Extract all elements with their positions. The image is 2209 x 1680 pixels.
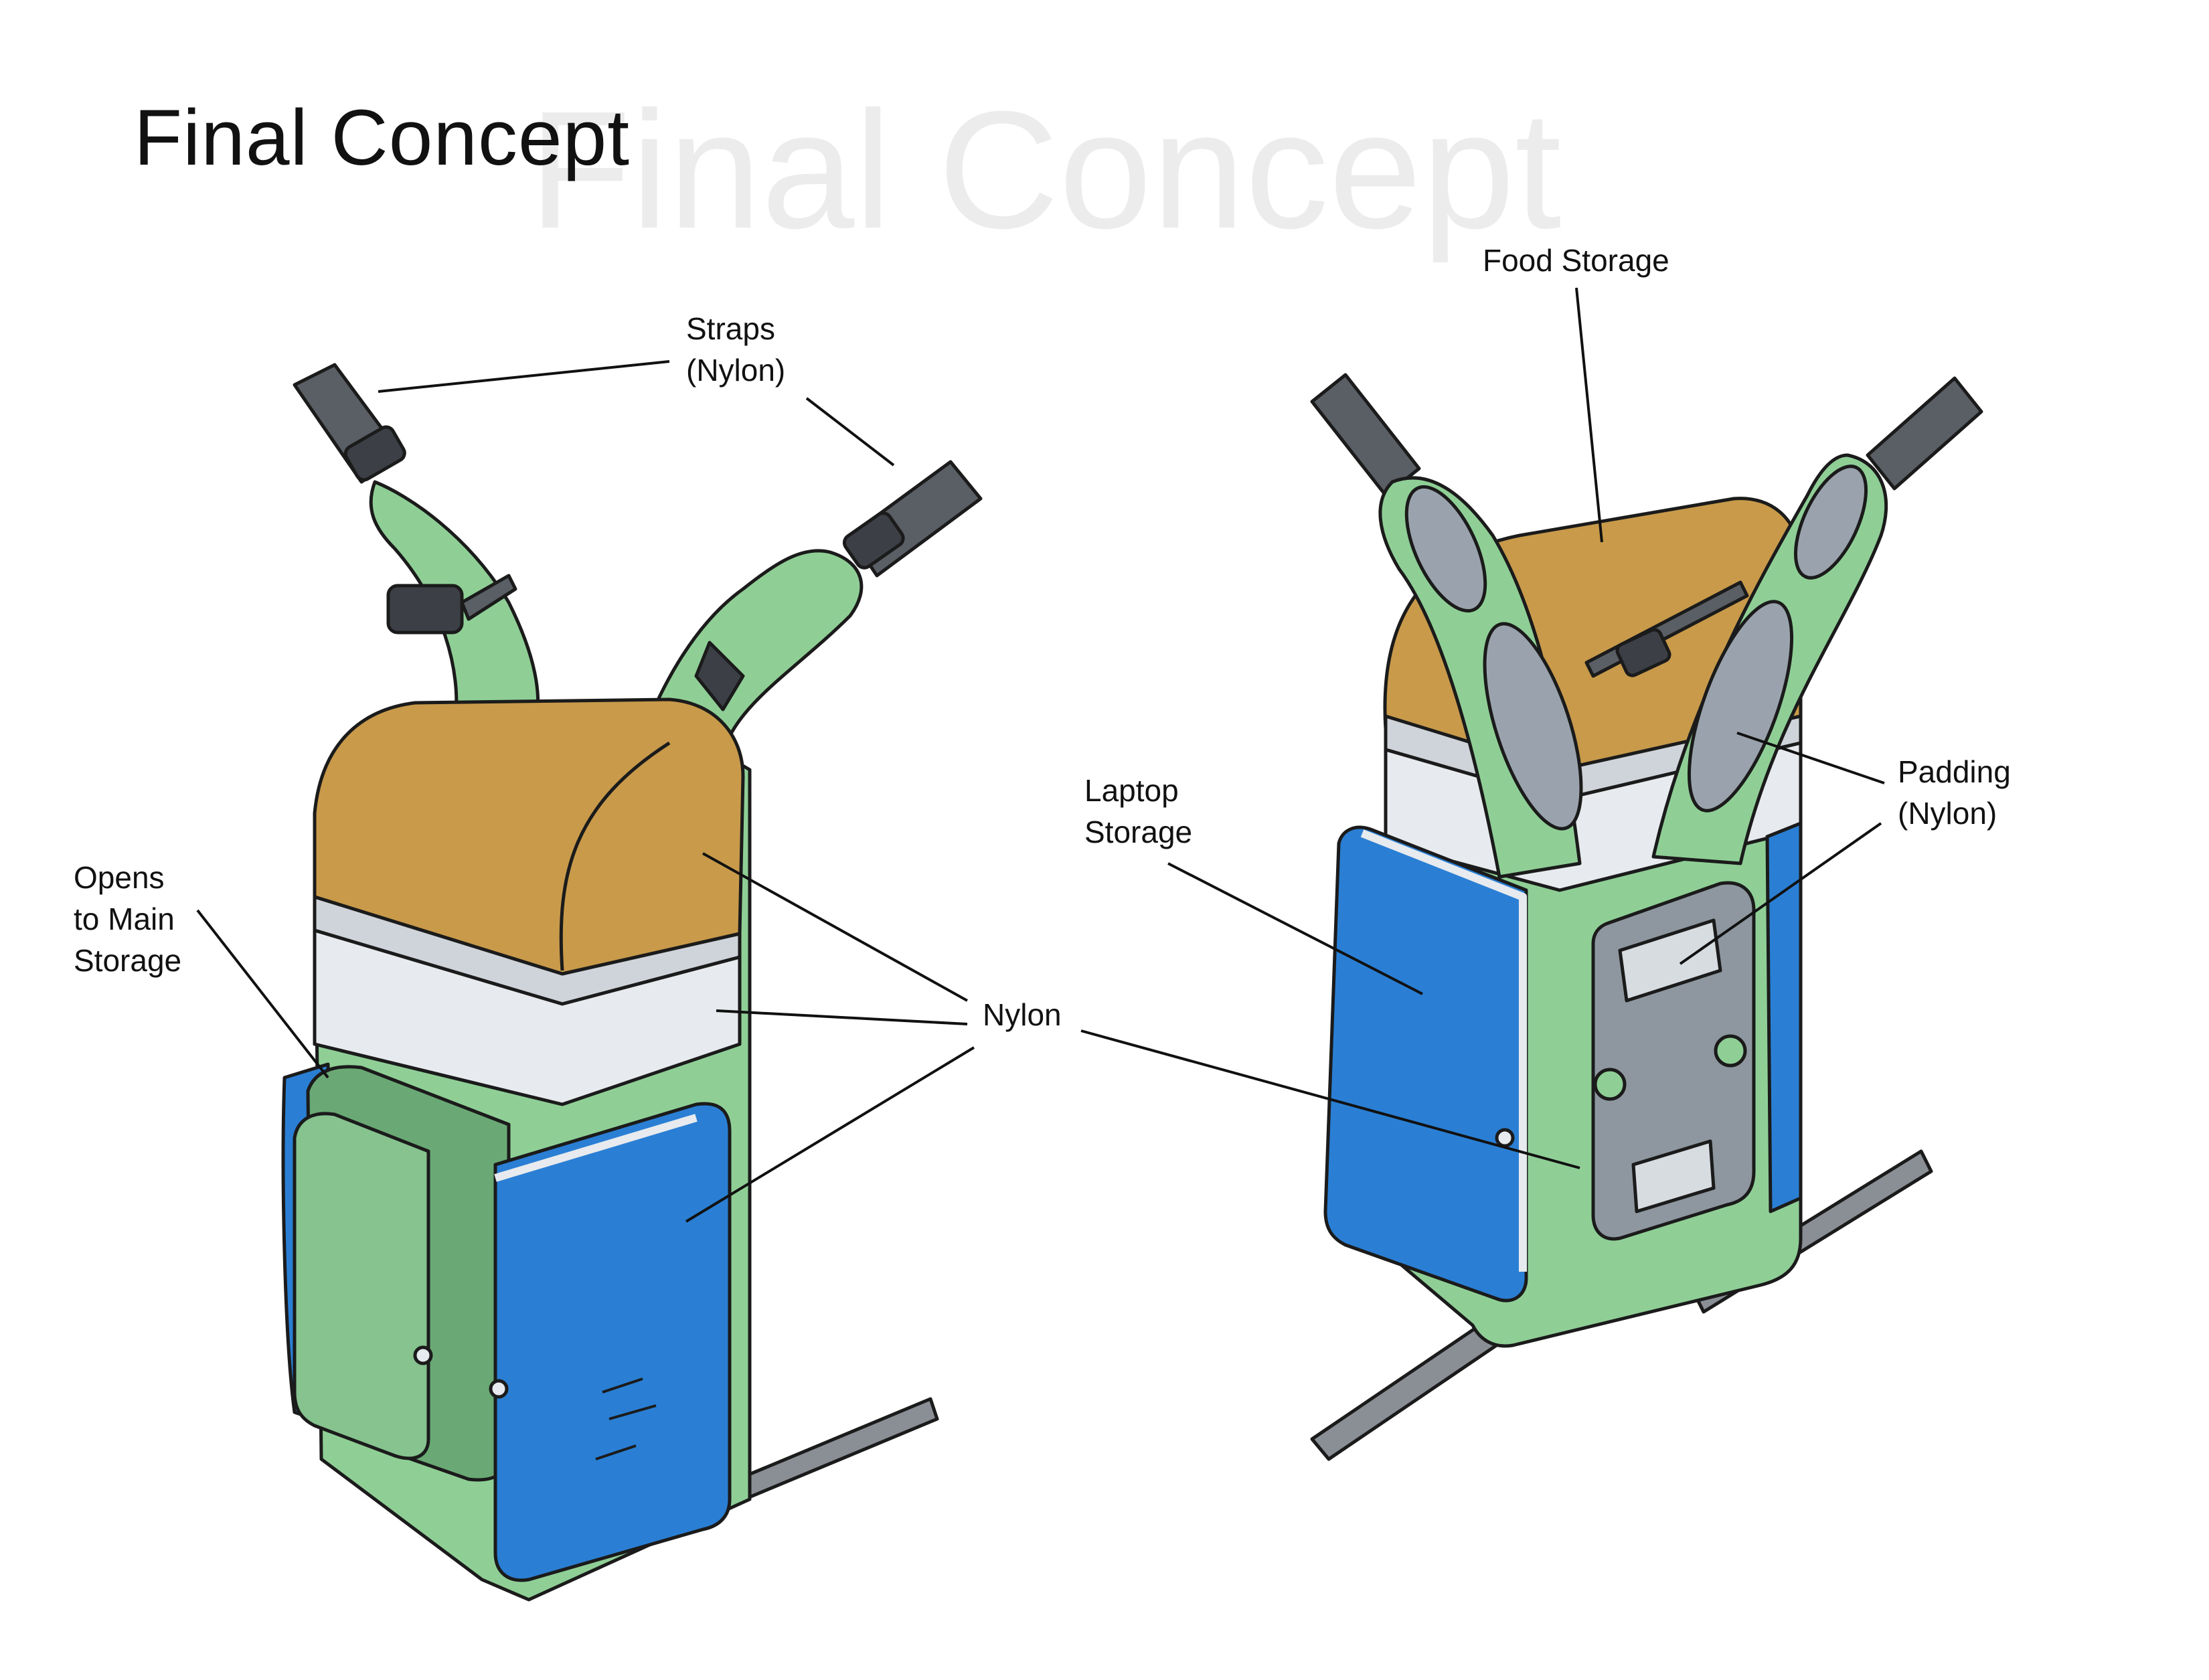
back-padding-hole-left <box>1595 1070 1625 1099</box>
side-pocket-right-blue <box>495 1104 730 1580</box>
label-laptop-line1: Laptop <box>1084 773 1179 808</box>
label-straps <box>686 308 785 391</box>
label-laptop-line2: Storage <box>1084 815 1193 849</box>
leader-food-storage <box>1576 288 1602 542</box>
leader-straps-left <box>378 361 669 392</box>
leader-opens-main <box>197 910 328 1078</box>
leader-nylon-band <box>716 1011 967 1024</box>
leader-straps-right <box>807 398 894 465</box>
laptop-zipper-pull <box>1497 1130 1513 1146</box>
page-title: Final Concept <box>134 94 631 182</box>
backpack-front-view <box>283 365 981 1600</box>
zipper-pull-front <box>415 1347 431 1363</box>
label-food-storage: Food Storage <box>1483 243 1669 278</box>
front-pocket-inner <box>295 1114 428 1458</box>
label-opens-line2: to Main <box>74 902 175 936</box>
label-straps-line2: (Nylon) <box>686 353 786 388</box>
ghost-watermark-title: Final Concept <box>529 76 1562 263</box>
label-opens-line1: Opens <box>74 860 165 895</box>
backpack-back-view <box>1312 375 1981 1459</box>
label-padding <box>1898 751 2011 834</box>
label-padding-line2: (Nylon) <box>1898 796 1997 831</box>
label-nylon: Nylon <box>983 997 1062 1032</box>
laptop-pocket <box>1325 827 1526 1300</box>
label-straps-line1: Straps <box>686 311 775 346</box>
label-laptop-storage <box>1084 770 1192 853</box>
label-opens-main-storage <box>74 857 181 981</box>
back-strap-end-right <box>1868 378 1981 489</box>
sternum-buckle <box>388 586 462 633</box>
bottom-strap-left <box>730 1399 937 1503</box>
label-padding-line1: Padding <box>1898 754 2011 789</box>
label-opens-line3: Storage <box>74 943 182 978</box>
zipper-pull-blue <box>491 1381 507 1397</box>
back-padding-hole-right <box>1716 1036 1745 1066</box>
